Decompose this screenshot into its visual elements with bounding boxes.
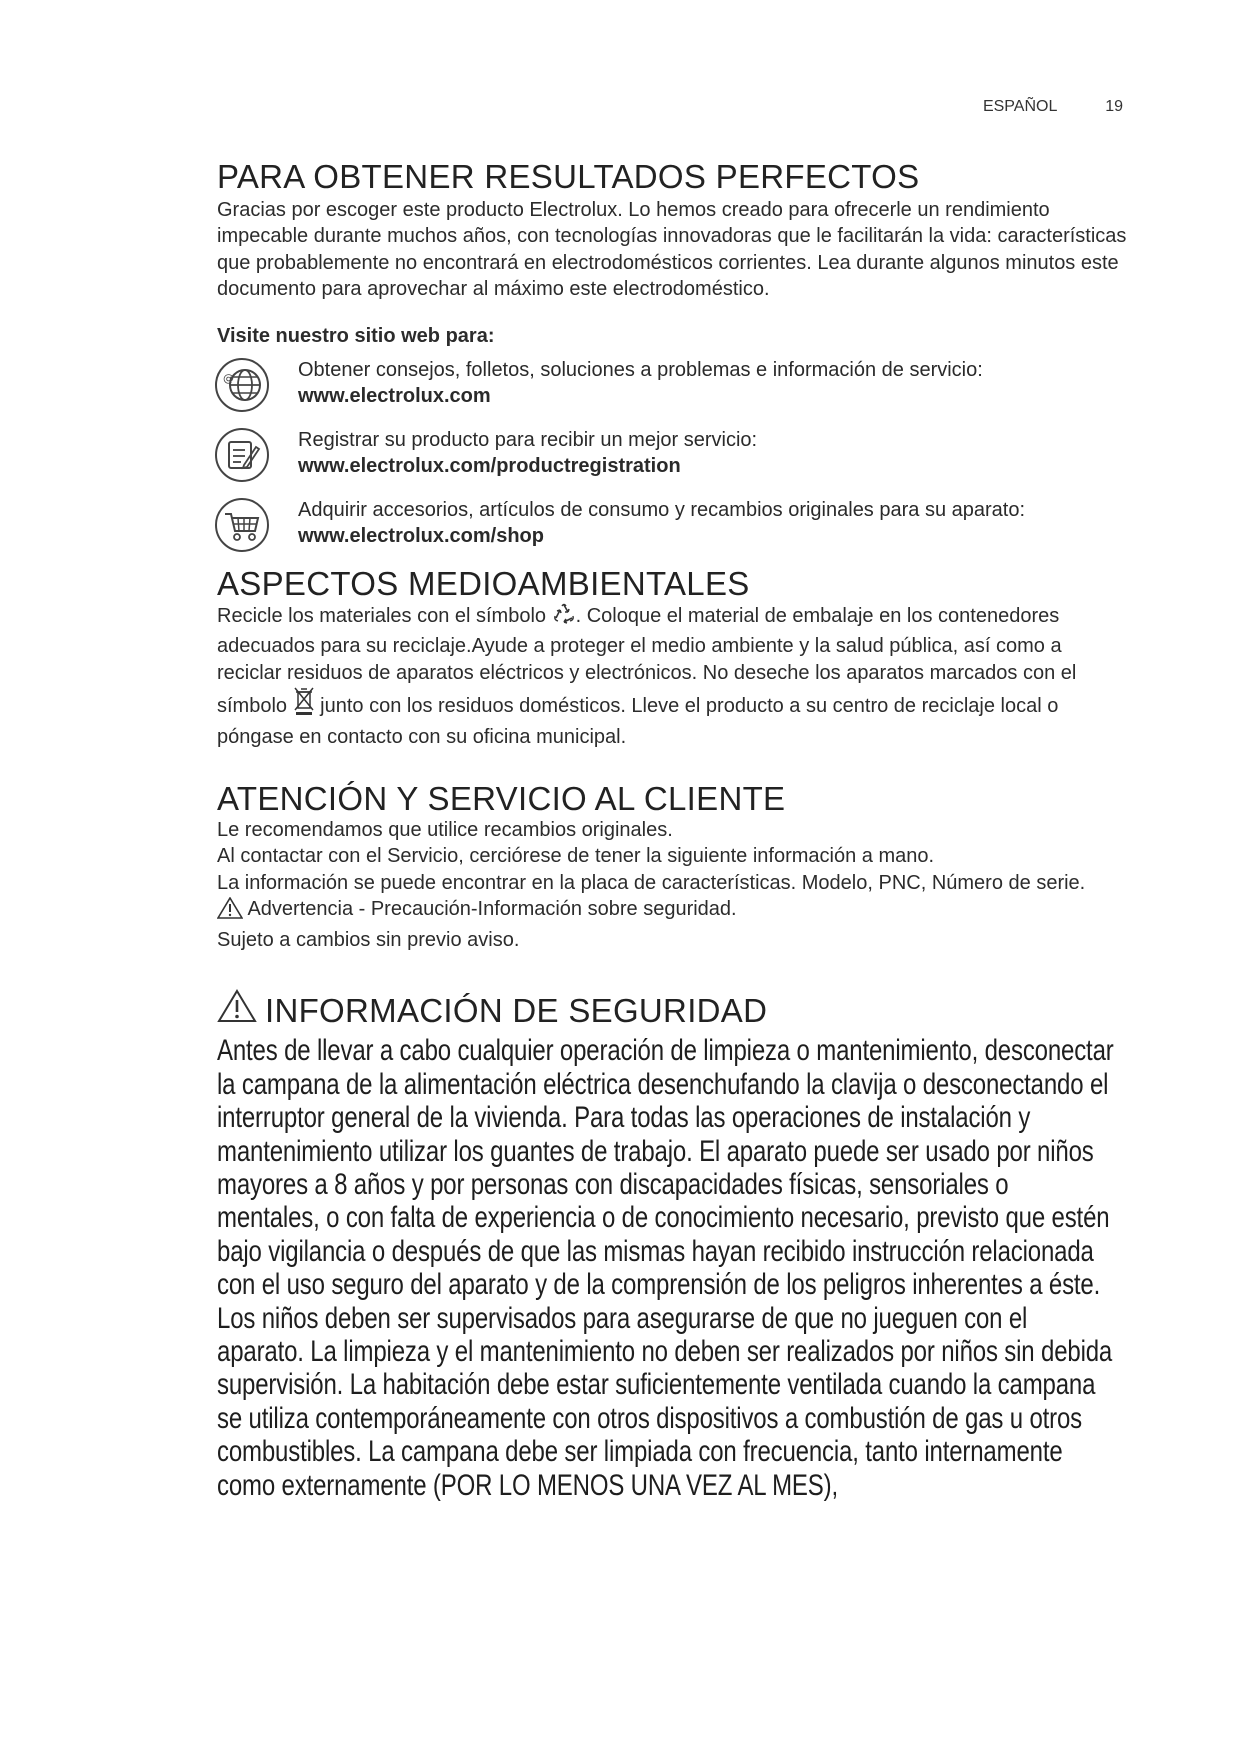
- environment-text-3: junto con los residuos domésticos. Lleve el producto a su centro de reciclaje local o póngase en contacto con su oficina municipal.: [217, 695, 1059, 748]
- link-description: Registrar su producto para recibir un mejor servicio:: [298, 429, 758, 452]
- svg-text:@: @: [223, 372, 234, 386]
- service-line-1: Le recomendamos que utilice recambios originales.: [217, 818, 673, 841]
- crossed-out-bin-icon: [293, 686, 315, 724]
- service-heading: ATENCIÓN Y SERVICIO AL CLIENTE: [217, 780, 786, 818]
- safety-heading: INFORMACIÓN DE SEGURIDAD: [265, 991, 768, 1029]
- shopping-cart-icon: [214, 497, 270, 553]
- link-item-shop: [217, 497, 1127, 553]
- page-number: 19: [1105, 98, 1123, 115]
- environment-paragraph: [217, 602, 1127, 751]
- link-url-shop[interactable]: www.electrolux.com/shop: [298, 525, 544, 548]
- environment-heading: ASPECTOS MEDIOAMBIENTALES: [217, 565, 750, 603]
- environment-text-2: . Coloque el material de embalaje en los contenedores adecuados para su reciclaje.Ayude a proteger el medio ambiente y la salud pública, así como a reciclar residuos de aparatos eléctricos y electrónicos. No deseche los aparatos marcados con el símbolo: [217, 604, 1077, 718]
- globe-icon: [214, 357, 270, 413]
- service-line-2: Al contactar con el Servicio, cerciórese de tener la siguiente información a mano.: [217, 845, 935, 868]
- page-header: [983, 98, 1123, 116]
- warning-text: Advertencia - Precaución-Información sobre seguridad.: [247, 898, 737, 921]
- safety-heading-row: [217, 989, 1127, 1028]
- results-heading: PARA OBTENER RESULTADOS PERFECTOS: [217, 158, 920, 195]
- visit-website-title: Visite nuestro sitio web para:: [217, 324, 495, 347]
- intro-paragraph: Gracias por escoger este producto Electrolux. Lo hemos creado para ofrecerle un rendimiento impecable durante muchos años, con tecnologías innovadoras que le facilitarán la vida: características que probablemente no encontrará en electrodomésticos corrientes. Lea durante algunos minutos este documento para aprovechar al máximo este electrodoméstico.: [217, 198, 1127, 301]
- link-url-registration[interactable]: www.electrolux.com/productregistration: [298, 455, 681, 478]
- registration-form-icon: [214, 427, 270, 483]
- link-item-support: [217, 357, 1127, 413]
- language-label: ESPAÑOL: [982, 98, 1057, 115]
- website-links: [217, 357, 1127, 553]
- link-description: Obtener consejos, folletos, soluciones a problemas e información de servicio:: [298, 359, 983, 382]
- service-line-3: La información se puede encontrar en la placa de características. Modelo, PNC, Número de serie.: [217, 871, 1086, 894]
- service-line-5: Sujeto a cambios sin previo aviso.: [217, 928, 520, 951]
- page-content: [217, 160, 1127, 1502]
- recycle-icon: [552, 602, 576, 634]
- warning-icon: [217, 897, 243, 927]
- safety-paragraph: Antes de llevar a cabo cualquier operación de limpieza o mantenimiento, desconectar la campana de la alimentación eléctrica desenchufando la clavija o desconectando el interruptor general de la vivienda. Para todas las operaciones de instalación y mantenimiento utilizar los guantes de trabajo. El aparato puede ser usado por niños mayores a 8 años y por personas con discapacidades físicas, sensoriales o mentales, o con falta de experiencia o de conocimiento necesario, previsto que estén bajo vigilancia o después de que las mismas hayan recibido instrucción relacionada con el uso seguro del aparato y de la comprensión de los peligros inherentes a éste. Los niños deben ser supervisados para asegurarse de que no jueguen con el aparato. La limpieza y el mantenimiento no deben ser realizados por niños sin debida supervisión. La habitación debe estar suficientemente ventilada cuando la campana se utiliza contemporáneamente con otros dispositivos a combustión de gas u otros combustibles. La campana debe ser limpiada con frecuencia, tanto internamente como externamente (POR LO MENOS UNA VEZ AL MES),: [217, 1034, 1114, 1502]
- warning-icon: [217, 989, 257, 1028]
- environment-text-1: Recicle los materiales con el símbolo: [217, 604, 547, 627]
- link-url-support[interactable]: www.electrolux.com: [298, 385, 491, 408]
- link-description: Adquirir accesorios, artículos de consumo y recambios originales para su aparato:: [298, 499, 1026, 522]
- service-warning-line: [217, 896, 1127, 927]
- link-item-registration: [217, 427, 1127, 483]
